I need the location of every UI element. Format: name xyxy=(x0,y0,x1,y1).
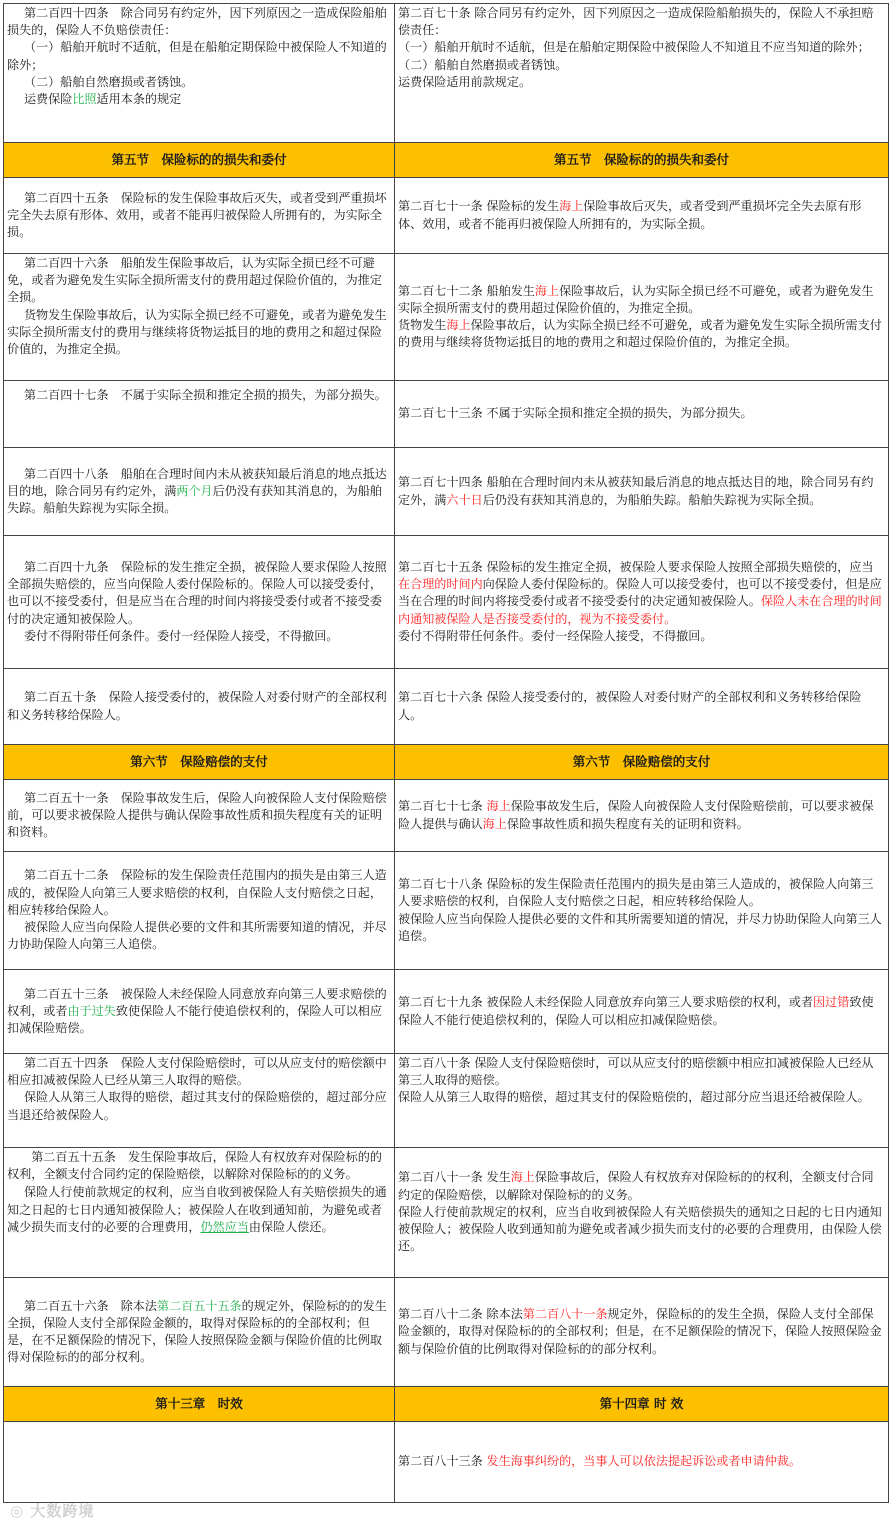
table-row xyxy=(4,970,889,1054)
table-row xyxy=(4,254,889,381)
table-row xyxy=(4,1054,889,1148)
new-article-277: 第二百七十七条 海上保险事故发生后，保险人向被保险人支付保险赔偿前，可以要求被保险人提供与确认海上保险事故性质和损失程度有关的证明和资料。 xyxy=(395,780,889,852)
old-article-248: 第二百四十八条 船舶在合理时间内未从被获知最后消息的地点抵达目的地，除合同另有约定外，满两个月后仍没有获知其消息的，为船舶失踪。船舶失踪视为实际全损。 xyxy=(4,448,395,536)
section-5-header-old: 第五节 保险标的的损失和委付 xyxy=(4,143,395,178)
chapter-13-header: 第十三章 时效 xyxy=(4,1387,395,1422)
new-article-280: 第二百八十条 保险人支付保险赔偿时，可以从应支付的赔偿额中相应扣减被保险人已经从第三人取得的赔偿。 保险人从第三人取得的赔偿，超过其支付的保险赔偿的，超过部分应当退还给被保险人。 xyxy=(395,1054,889,1148)
old-article-251: 第二百五十一条 保险事故发生后，保险人向被保险人支付保险赔偿前，可以要求被保险人提供与确认保险事故性质和损失程度有关的证明和资料。 xyxy=(4,780,395,852)
old-article-250: 第二百五十条 保险人接受委付的，被保险人对委付财产的全部权利和义务转移给保险人。 xyxy=(4,669,395,745)
section-6-header-new: 第六节 保险赔偿的支付 xyxy=(395,745,889,780)
new-article-278: 第二百七十八条 保险标的发生保险责任范围内的损失是由第三人造成的，被保险人向第三人要求赔偿的权利，自保险人支付赔偿之日起，相应转移给保险人。 被保险人应当向保险人提供必要的文件和其所需要知道的情况，并尽力协助保险人向第三人追偿。 xyxy=(395,852,889,970)
new-article-283: 第二百八十三条 发生海事纠纷的，当事人可以依法提起诉讼或者申请仲裁。 xyxy=(395,1422,889,1503)
old-article-253: 第二百五十三条 被保险人未经保险人同意放弃向第三人要求赔偿的权利，或者由于过失致使保险人不能行使追偿权利的，保险人可以相应扣减保险赔偿。 xyxy=(4,970,395,1054)
table-row xyxy=(4,448,889,536)
table-row xyxy=(4,1422,889,1503)
section-header xyxy=(4,143,889,178)
new-article-275: 第二百七十五条 保险标的发生推定全损，被保险人要求保险人按照全部损失赔偿的，应当在合理的时间内向保险人委付保险标的。保险人可以接受委付，也可以不接受委付，但是应当在合理的时间内将接受委付或者不接受委付的决定通知被保险人。保险人未在合理的时间内通知被保险人是否接受委付的，视为不接受委付。 委付不得附带任何条件。委付一经保险人接受，不得撤回。 xyxy=(395,536,889,669)
comparison-table xyxy=(3,3,889,1503)
old-article-245: 第二百四十五条 保险标的发生保险事故后灭失，或者受到严重损坏完全失去原有形体、效用，或者不能再归被保险人所拥有的，为实际全损。 xyxy=(4,178,395,254)
old-article-246: 第二百四十六条 船舶发生保险事故后，认为实际全损已经不可避免，或者为避免发生实际全损所需支付的费用超过保险价值的，为推定全损。 货物发生保险事故后，认为实际全损已经不可避免，或者为避免发生实际全损所需支付的费用与继续将货物运抵目的地的费用之和超过保险价值的，为推定全损。 xyxy=(4,254,395,381)
old-article-empty xyxy=(4,1422,395,1503)
new-article-281: 第二百八十一条 发生海上保险事故后，保险人有权放弃对保险标的的权利，全额支付合同约定的保险赔偿，以解除对保险标的的义务。 保险人行使前款规定的权利，应当自收到被保险人有关赔偿损失的通知之日起的七日内通知被保险人；被保险人收到通知前为避免或者减少损失而支付的必要的合理费用，由保险人偿还。 xyxy=(395,1148,889,1278)
table-row xyxy=(4,1278,889,1387)
table-row xyxy=(4,1148,889,1278)
section-header xyxy=(4,745,889,780)
table-row xyxy=(4,852,889,970)
old-article-244: 第二百四十四条 除合同另有约定外，因下列原因之一造成保险船舶损失的，保险人不负赔偿责任： （一）船舶开航时不适航，但是在船舶定期保险中被保险人不知道的除外； （二）船舶自然磨损或者锈蚀。 运费保险比照适用本条的规定 xyxy=(4,4,395,143)
new-article-272: 第二百七十二条 船舶发生海上保险事故后，认为实际全损已经不可避免，或者为避免发生实际全损所需支付的费用超过保险价值的，为推定全损。 货物发生海上保险事故后，认为实际全损已经不可避免，或者为避免发生实际全损所需支付的费用与继续将货物运抵目的地的费用之和超过保险价值的，为推定全损。 xyxy=(395,254,889,381)
section-6-header-old: 第六节 保险赔偿的支付 xyxy=(4,745,395,780)
new-article-276: 第二百七十六条 保险人接受委付的，被保险人对委付财产的全部权利和义务转移给保险人。 xyxy=(395,669,889,745)
old-article-255: 第二百五十五条 发生保险事故后，保险人有权放弃对保险标的的权利，全额支付合同约定的保险赔偿，以解除对保险标的的义务。 保险人行使前款规定的权利，应当自收到被保险人有关赔偿损失的通知之日起的七日内通知被保险人；被保险人在收到通知前，为避免或者减少损失而支付的必要的合理费用，仍然应当由保险人偿还。 xyxy=(4,1148,395,1278)
section-5-header-new: 第五节 保险标的的损失和委付 xyxy=(395,143,889,178)
new-article-271: 第二百七十一条 保险标的发生海上保险事故后灭失，或者受到严重损坏完全失去原有形体、效用，或者不能再归被保险人所拥有的，为实际全损。 xyxy=(395,178,889,254)
new-article-279: 第二百七十九条 被保险人未经保险人同意放弃向第三人要求赔偿的权利，或者因过错致使保险人不能行使追偿权利的，保险人可以相应扣减保险赔偿。 xyxy=(395,970,889,1054)
old-article-249: 第二百四十九条 保险标的发生推定全损，被保险人要求保险人按照全部损失赔偿的，应当向保险人委付保险标的。保险人可以接受委付，也可以不接受委付，但是应当在合理的时间内将接受委付或者不接受委付的决定通知被保险人。 委付不得附带任何条件。委付一经保险人接受，不得撤回。 xyxy=(4,536,395,669)
old-article-254: 第二百五十四条 保险人支付保险赔偿时，可以从应支付的赔偿额中相应扣减被保险人已经从第三人取得的赔偿。 保险人从第三人取得的赔偿，超过其支付的保险赔偿的，超过部分应当退还给被保险人。 xyxy=(4,1054,395,1148)
old-article-252: 第二百五十二条 保险标的发生保险责任范围内的损失是由第三人造成的，被保险人向第三人要求赔偿的权利，自保险人支付赔偿之日起，相应转移给保险人。 被保险人应当向保险人提供必要的文件和其所需要知道的情况，并尽力协助保险人向第三人追偿。 xyxy=(4,852,395,970)
table-row xyxy=(4,780,889,852)
old-article-256: 第二百五十六条 除本法第二百五十五条的规定外，保险标的的发生全损，保险人支付全部保险金额的，取得对保险标的的全部权利；但是，在不足额保险的情况下，保险人按照保险金额与保险价值的比例取得对保险标的的部分权利。 xyxy=(4,1278,395,1387)
table-row xyxy=(4,178,889,254)
chapter-header xyxy=(4,1387,889,1422)
new-article-282: 第二百八十二条 除本法第二百八十一条规定外，保险标的的发生全损，保险人支付全部保险金额的，取得对保险标的的全部权利；但是，在不足额保险的情况下，保险人按照保险金额与保险价值的比例取得对保险标的的部分权利。 xyxy=(395,1278,889,1387)
table-row xyxy=(4,4,889,143)
table-row xyxy=(4,669,889,745)
old-article-247: 第二百四十七条 不属于实际全损和推定全损的损失，为部分损失。 xyxy=(4,381,395,448)
changed-text: 比照 xyxy=(72,92,97,107)
new-article-274: 第二百七十四条 船舶在合理时间内未从被获知最后消息的地点抵达目的地，除合同另有约定外，满六十日后仍没有获知其消息的，为船舶失踪。船舶失踪视为实际全损。 xyxy=(395,448,889,536)
table-row xyxy=(4,536,889,669)
table-row xyxy=(4,381,889,448)
watermark: ◎ 大数跨境 xyxy=(10,1502,95,1520)
chapter-14-header: 第十四章 时 效 xyxy=(395,1387,889,1422)
new-article-273: 第二百七十三条 不属于实际全损和推定全损的损失，为部分损失。 xyxy=(395,381,889,448)
new-article-270: 第二百七十条 除合同另有约定外，因下列原因之一造成保险船舶损失的，保险人不承担赔偿责任： （一）船舶开航时不适航，但是在船舶定期保险中被保险人不知道且不应当知道的除外； （二）船舶自然磨损或者锈蚀。 运费保险适用前款规定。 xyxy=(395,4,889,143)
